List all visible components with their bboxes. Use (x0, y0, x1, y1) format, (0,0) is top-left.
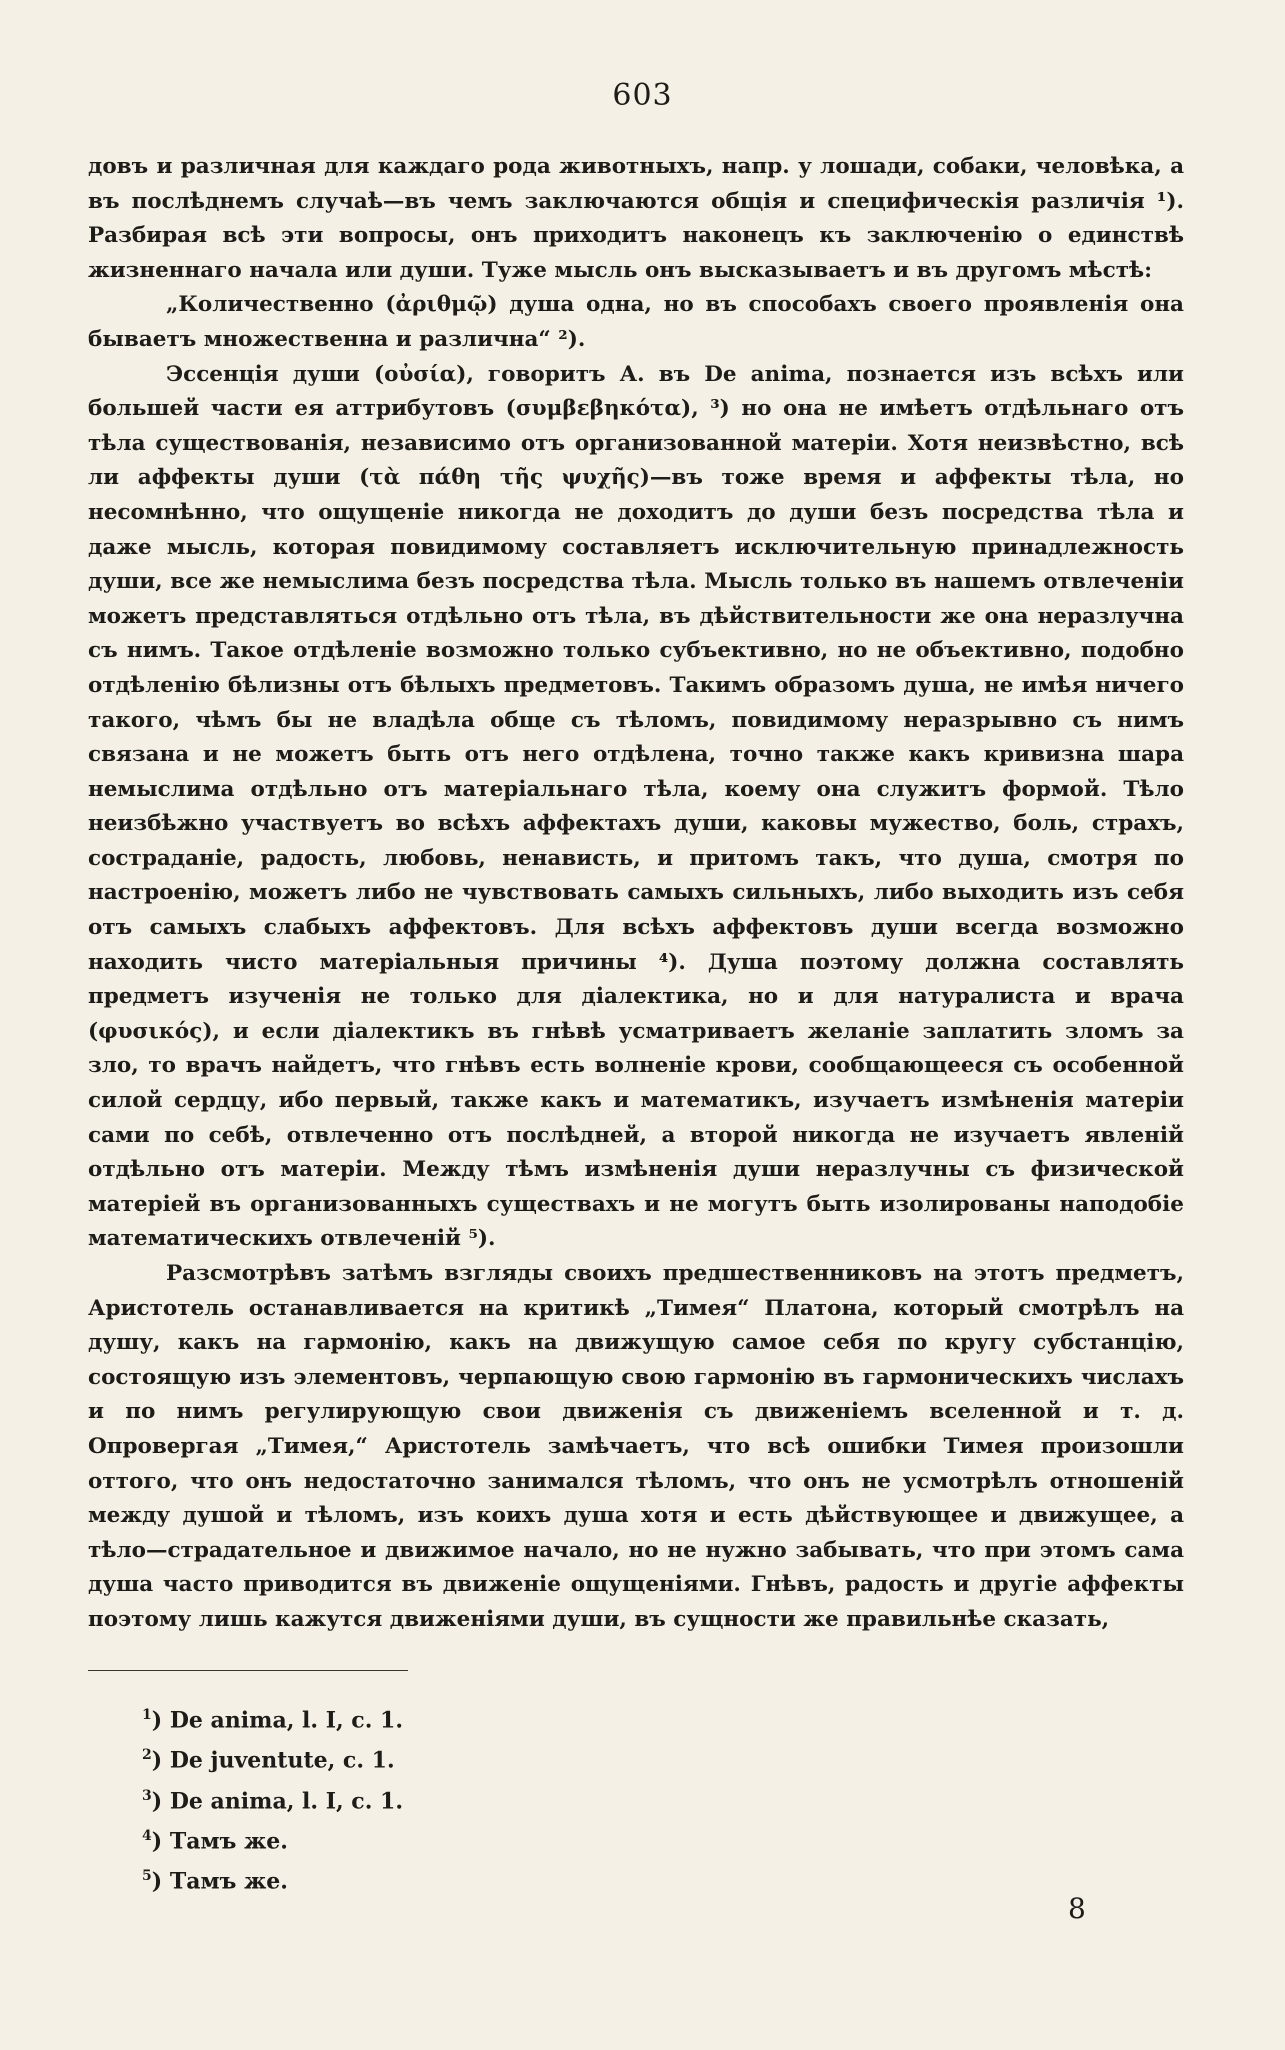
footnote-2 (142, 1738, 742, 1778)
footnote-text: ) De anima, l. I, c. 1. (151, 1787, 403, 1814)
footnote-4 (142, 1819, 742, 1859)
footnote-mark: 1 (142, 1707, 152, 1723)
footnote-text: ) Тамъ же. (151, 1828, 288, 1855)
footnote-text: ) Тамъ же. (151, 1868, 288, 1895)
footnote-1 (142, 1698, 742, 1738)
footnote-5 (142, 1859, 742, 1899)
footnote-divider (88, 1670, 408, 1671)
paragraph-4: Разсмотрѣвъ затѣмъ взгляды своихъ предшественниковъ на этотъ предметъ, Аристотель останавливается на критикѣ „Тимея“ Платона, который смотрѣлъ на душу, какъ на гармонію, какъ на движущую самое себя по кругу субстанцію, состоящую изъ элементовъ, черпающую свою гармонію въ гармоническихъ числахъ и по нимъ регулирующую свои движенія съ движеніемъ вселенной и т. д. Опровергая „Тимея,“ Аристотель замѣчаетъ, что всѣ ошибки Тимея произошли оттого, что онъ недостаточно занимался тѣломъ, что онъ не усмотрѣлъ отношеній между душой и тѣломъ, изъ коихъ душа хотя и есть дѣйствующее и движущее, а тѣло—страдательное и движимое начало, но не нужно забывать, что при этомъ сама душа часто приводится въ движеніе ощущеніями. Гнѣвъ, радость и другіе аффекты поэтому лишь кажутся движеніями души, въ сущности же правильнѣе сказать, (88, 1261, 1184, 1632)
paragraph-1: довъ и различная для каждаго рода животныхъ, напр. у лошади, собаки, человѣка, а въ послѣднемъ случаѣ—въ чемъ заключаются общія и специфическія различія ¹). Разбирая всѣ эти вопросы, онъ приходитъ наконецъ къ заключенію о единствѣ жизненнаго начала или души. Туже мысль онъ высказываетъ и въ другомъ мѣстѣ: (88, 154, 1184, 283)
page-number: 603 (612, 78, 673, 113)
paragraph-2: „Количественно (ἀριθμῷ) душа одна, но въ способахъ своего проявленія она бываетъ множественна и различна“ ²). (88, 292, 1184, 352)
footnote-mark: 4 (142, 1827, 152, 1844)
footnote-text: ) De anima, l. I, c. 1. (151, 1707, 403, 1734)
signature-number: 8 (1068, 1892, 1086, 1925)
footnotes (142, 1698, 742, 1900)
paragraph-3: Эссенція души (οὐσία), говоритъ А. въ De anima, познается изъ всѣхъ или большей части ея аттрибутовъ (συμβεβηκότα), ³) но она не имѣетъ отдѣльнаго отъ тѣла существованія, независимо отъ организованной матеріи. Хотя неизвѣстно, всѣ ли аффекты души (τὰ πάθη τῆς ψυχῆς)—въ тоже время и аффекты тѣла, но несомнѣнно, что ощущеніе никогда не доходитъ до души безъ посредства тѣла и даже мысль, которая повидимому составляетъ исключительную принадлежность души, все же немыслима безъ посредства тѣла. Мысль только въ нашемъ отвлеченіи можетъ представляться отдѣльно отъ тѣла, въ дѣйствительности же она неразлучна съ нимъ. Такое отдѣленіе возможно только субъективно, но не объективно, подобно отдѣленію бѣлизны отъ бѣлыхъ предметовъ. Такимъ образомъ душа, не имѣя ничего такого, чѣмъ бы не владѣла обще съ тѣломъ, повидимому неразрывно съ нимъ связана и не можетъ быть отъ него отдѣлена, точно также какъ кривизна шара немыслима отдѣльно отъ матеріальнаго тѣла, коему она служитъ формой. Тѣло неизбѣжно участвуетъ во всѣхъ аффектахъ души, каковы мужество, боль, страхъ, состраданіе, радость, любовь, ненависть, и притомъ такъ, что душа, смотря по настроенію, можетъ либо не чувствовать самыхъ сильныхъ, либо выходить изъ себя отъ самыхъ слабыхъ аффектовъ. Для всѣхъ аффектовъ души всегда возможно находить чисто матеріальныя причины ⁴). Душа поэтому должна составлять предметъ изученія не только для діалектика, но и для натуралиста и врача (φυσικός), и если діалектикъ въ гнѣвѣ усматриваетъ желаніе заплатить зломъ за зло, то врачъ найдетъ, что гнѣвъ есть волненіе крови, сообщающееся съ особенной силой сердцу, ибо первый, также какъ и математикъ, изучаетъ измѣненія матеріи сами по себѣ, отвлеченно отъ послѣдней, а второй никогда не изучаетъ явленій отдѣльно отъ матеріи. Между тѣмъ измѣненія души неразлучны съ физической матеріей въ организованныхъ существахъ и не могутъ быть изолированы наподобіе математическихъ отвлеченій ⁵). (88, 361, 1184, 1252)
footnote-3 (142, 1779, 742, 1819)
footnote-text: ) De juventute, c. 1. (151, 1747, 395, 1774)
footnote-mark: 3 (142, 1787, 152, 1804)
footnote-mark: 2 (142, 1747, 152, 1764)
body-text (88, 150, 1184, 1638)
footnote-mark: 5 (142, 1868, 152, 1885)
